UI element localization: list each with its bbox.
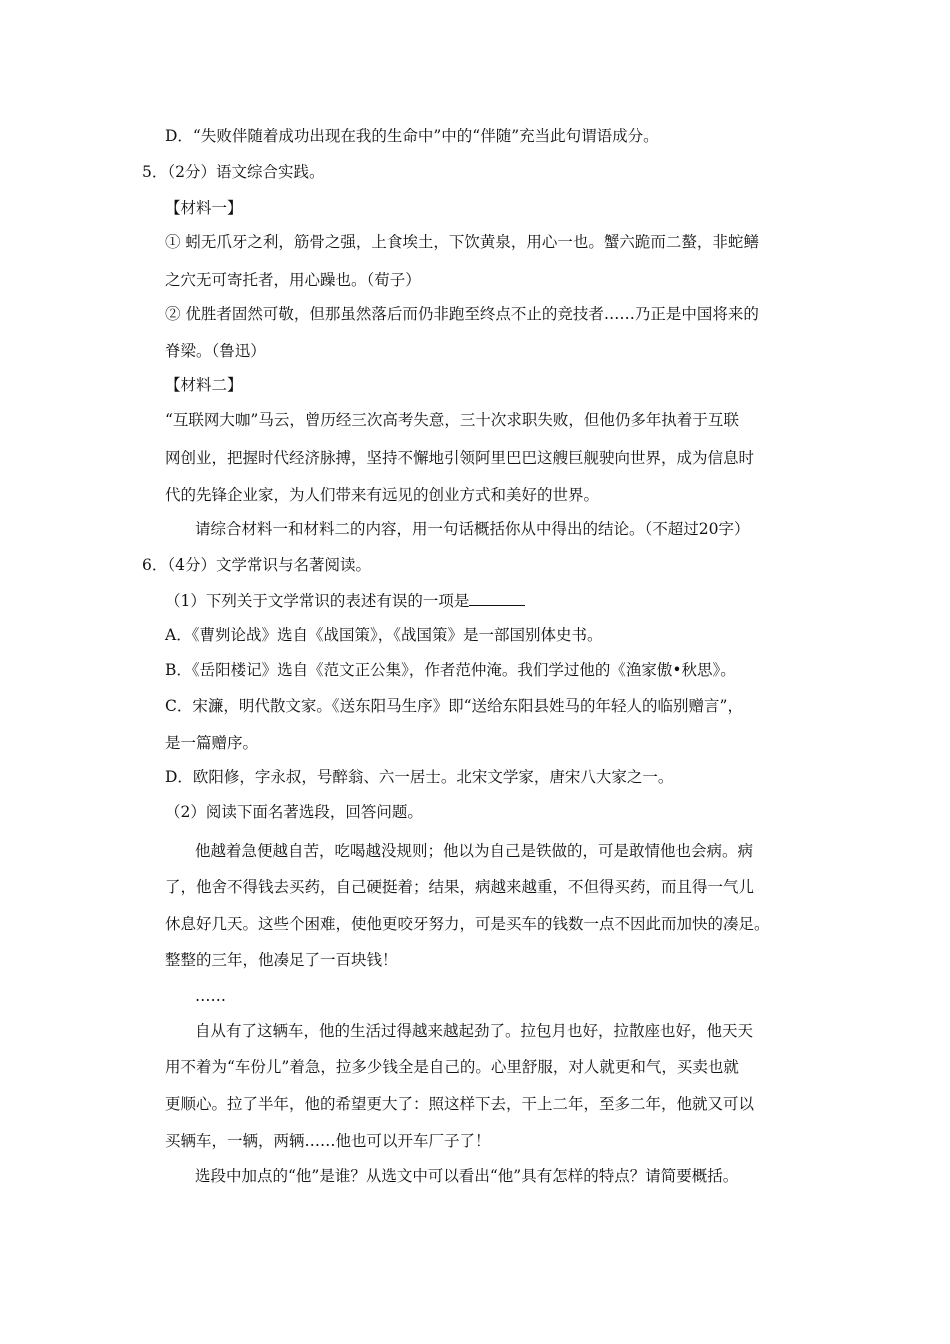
q6-question: 选段中加点的“他”是谁？从选文中可以看出“他”具有怎样的特点？请简要概括。 (195, 1167, 739, 1185)
q6-sub2: （2）阅读下面名著选段，回答问题。 (165, 803, 423, 821)
q6-option-c-cont: 是一篇赠序。 (165, 734, 259, 752)
q6-option-a: A．《曹刿论战》选自《战国策》，《战国策》是一部国别体史书。 (165, 626, 603, 644)
excerpt-line: 用不着为“车份儿”着急，拉多少钱全是自己的。心里舒服，对人就更和气，买卖也就 (165, 1058, 739, 1076)
excerpt-line: 买辆车，一辆，两辆……他也可以开车厂子了！ (165, 1132, 491, 1150)
q5-material1-title: 【材料一】 (165, 199, 243, 217)
q6-sub1 (165, 590, 525, 611)
q5-header: 5．（2分）语文综合实践。 (142, 163, 325, 181)
excerpt-ellipsis: …… (195, 987, 226, 1005)
q6-option-d: D．欧阳修，字永叔，号醉翁、六一居士。北宋文学家，唐宋八大家之一。 (165, 768, 674, 786)
answer-blank (469, 590, 525, 606)
excerpt-line: 更顺心。拉了半年，他的希望更大了：照这样下去，干上二年，至多二年，他就又可以 (165, 1095, 755, 1113)
q5-prompt: 请综合材料一和材料二的内容，用一句话概括你从中得出的结论。（不超过20字） (195, 520, 750, 538)
q5-material2-line: 代的先锋企业家，为人们带来有远见的创业方式和美好的世界。 (165, 486, 600, 504)
q6-option-c: C．宋濂，明代散文家。《送东阳马生序》即“送给东阳县姓马的年轻人的临别赠言”， (165, 697, 743, 715)
q6-option-b: B．《岳阳楼记》选自《范文正公集》，作者范仲淹。我们学过他的《渔家傲•秋思》。 (165, 661, 736, 679)
q5-material1-line: ② 优胜者固然可敬，但那虽然落后而仍非跑至终点不止的竞技者……乃正是中国将来的 (165, 305, 759, 323)
excerpt-line: 休息好几天。这些个困难，使他更咬牙努力，可是买车的钱数一点不因此而加快的凑足。 (165, 915, 770, 933)
q5-material1-line: 脊梁。（鲁迅） (165, 342, 266, 360)
q5-material2-title: 【材料二】 (165, 376, 243, 394)
q6-header: 6．（4分）文学常识与名著阅读。 (142, 556, 371, 574)
q4-option-d: D．“失败伴随着成功出现在我的生命中”中的“伴随”充当此句谓语成分。 (165, 127, 659, 145)
q5-material1-line: 之穴无可寄托者，用心躁也。（荀子） (165, 271, 421, 289)
q5-material1-line: ① 蚓无爪牙之利，筋骨之强，上食埃土，下饮黄泉，用心一也。蟹六跪而二螯，非蛇鳝 (165, 233, 759, 251)
excerpt-line: 整整的三年，他凑足了一百块钱！ (165, 951, 398, 969)
q6-sub1-text: （1）下列关于文学常识的表述有误的一项是 (165, 592, 470, 610)
q5-material2-line: “互联网大咖”马云，曾历经三次高考失意，三十次求职失败，但他仍多年执着于互联 (165, 411, 739, 429)
excerpt-line: 了，他舍不得钱去买药，自己硬挺着；结果，病越来越重，不但得买药，而且得一气儿 (165, 878, 755, 896)
excerpt-line: 自从有了这辆车，他的生活过得越来越起劲了。拉包月也好，拉散座也好，他天天 (195, 1022, 754, 1040)
q5-material2-line: 网创业，把握时代经济脉搏，坚持不懈地引领阿里巴巴这艘巨舰驶向世界，成为信息时 (165, 449, 755, 467)
excerpt-line: 他越着急便越自苦，吃喝越没规则；他以为自己是铁做的，可是敢情他也会病。病 (195, 842, 754, 860)
